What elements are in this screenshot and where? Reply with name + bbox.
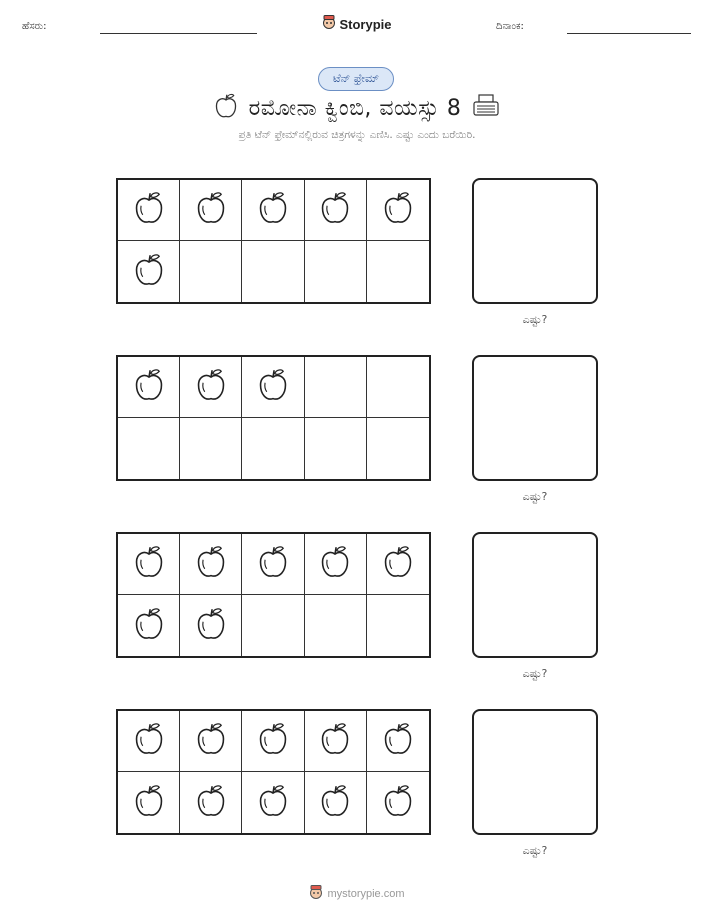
apple-icon [318, 720, 352, 762]
apple-icon [132, 366, 166, 408]
ten-frame-cell [305, 241, 367, 302]
ten-frame-cell [367, 534, 429, 595]
ten-frame-cell [180, 241, 242, 302]
apple-icon [256, 366, 290, 408]
apple-icon [381, 720, 415, 762]
answer-box[interactable] [472, 709, 598, 835]
answer-box[interactable] [472, 532, 598, 658]
apple-icon [381, 782, 415, 824]
apple-icon [318, 543, 352, 585]
ten-frame-cell [242, 357, 304, 418]
apple-icon [256, 782, 290, 824]
footer [0, 884, 714, 904]
apple-icon [132, 720, 166, 762]
ten-frame-cell [118, 711, 180, 772]
ten-frame-cell [118, 534, 180, 595]
worksheet-type-badge: ಟೆನ್ ಫ್ರೇಮ್ [318, 67, 394, 91]
answer-label: ಎಷ್ಟು? [522, 490, 548, 503]
ten-frame-cell [180, 534, 242, 595]
date-line[interactable] [567, 33, 691, 34]
apple-icon [194, 605, 228, 647]
apple-icon [132, 543, 166, 585]
ten-frame [116, 709, 431, 835]
ten-frame-cell [242, 180, 304, 241]
apple-icon [381, 543, 415, 585]
ten-frame-cell [367, 241, 429, 302]
ten-frame-cell [367, 711, 429, 772]
ten-frame-cell [180, 772, 242, 833]
apple-icon [132, 189, 166, 231]
storypie-mascot-icon [322, 14, 336, 34]
apple-icon [194, 782, 228, 824]
ten-frame-cell [118, 772, 180, 833]
apple-icon [213, 92, 239, 124]
ten-frame-cell [305, 418, 367, 479]
apple-icon [194, 543, 228, 585]
ten-frame [116, 178, 431, 304]
apple-icon [132, 782, 166, 824]
ten-frame-cell [242, 418, 304, 479]
ten-frame-cell [118, 595, 180, 656]
ten-frame-cell [305, 711, 367, 772]
apple-icon [256, 720, 290, 762]
ten-frame-cell [180, 418, 242, 479]
apple-icon [194, 366, 228, 408]
answer-label: ಎಷ್ಟು? [522, 313, 548, 326]
typewriter-icon [471, 93, 501, 123]
ten-frame-cell [242, 595, 304, 656]
title-row [0, 92, 714, 124]
ten-frame-cell [180, 711, 242, 772]
apple-icon [381, 189, 415, 231]
ten-frame-cell [367, 418, 429, 479]
name-label: ಹೆಸರು: [22, 21, 47, 32]
ten-frame-cell [367, 357, 429, 418]
apple-icon [256, 543, 290, 585]
ten-frame-cell [305, 357, 367, 418]
apple-icon [194, 189, 228, 231]
ten-frame-cell [180, 180, 242, 241]
ten-frame-cell [118, 241, 180, 302]
ten-frame-cell [367, 595, 429, 656]
ten-frame-cell [180, 357, 242, 418]
answer-box[interactable] [472, 178, 598, 304]
apple-icon [132, 605, 166, 647]
brand [0, 14, 714, 34]
ten-frame-cell [118, 418, 180, 479]
ten-frame [116, 355, 431, 481]
apple-icon [318, 189, 352, 231]
apple-icon [132, 251, 166, 293]
footer-url[interactable]: mystorypie.com [327, 888, 405, 900]
date-label: ದಿನಾಂಕ: [496, 21, 524, 32]
answer-label: ಎಷ್ಟು? [522, 844, 548, 857]
apple-icon [318, 782, 352, 824]
instructions: ಪ್ರತಿ ಟೆನ್ ಫ್ರೇಮ್‌ನಲ್ಲಿರುವ ಚಿತ್ರಗಳನ್ನು ಎಣಿಸಿ. ಎಷ್ಟು ಎಂದು ಬರೆಯಿರಿ. [238, 129, 476, 141]
storypie-mascot-icon [309, 884, 323, 904]
apple-icon [256, 189, 290, 231]
apple-icon [194, 720, 228, 762]
ten-frame-cell [242, 534, 304, 595]
ten-frame [116, 532, 431, 658]
ten-frame-cell [367, 772, 429, 833]
answer-box[interactable] [472, 355, 598, 481]
ten-frame-cell [242, 241, 304, 302]
page-title: ರಮೋನಾ ಕ್ವಿಂಬಿ, ವಯಸ್ಸು 8 [248, 95, 462, 121]
ten-frame-cell [180, 595, 242, 656]
ten-frame-cell [305, 534, 367, 595]
ten-frame-cell [305, 772, 367, 833]
answer-label: ಎಷ್ಟು? [522, 667, 548, 680]
ten-frame-cell [305, 180, 367, 241]
brand-name: Storypie [339, 16, 392, 32]
ten-frame-cell [242, 772, 304, 833]
ten-frame-cell [367, 180, 429, 241]
ten-frame-cell [305, 595, 367, 656]
ten-frame-cell [118, 357, 180, 418]
ten-frame-cell [118, 180, 180, 241]
ten-frame-cell [242, 711, 304, 772]
